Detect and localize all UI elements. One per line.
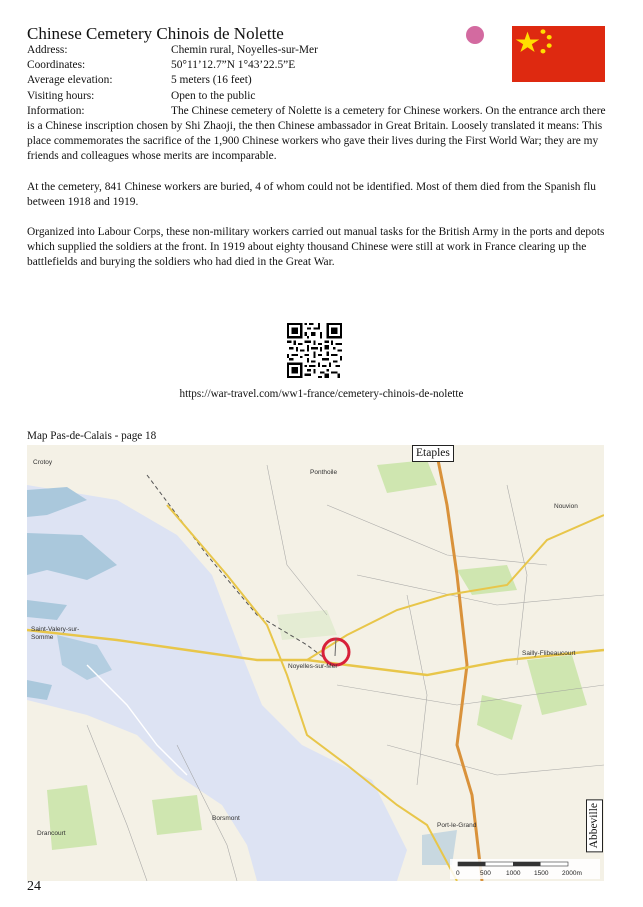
map-town-label: Drancourt xyxy=(37,830,66,837)
map-caption: Map Pas-de-Calais - page 18 xyxy=(27,430,157,442)
category-dot xyxy=(466,26,484,44)
info-block xyxy=(27,43,610,271)
map-town-label: Borsmont xyxy=(212,815,240,822)
scale-tick-label: 2000m xyxy=(562,870,582,877)
field-value: 5 meters (16 feet) xyxy=(171,74,252,87)
source-url-link[interactable]: https://war-travel.com/ww1-france/cemetery-chinois-de-nolette xyxy=(179,388,464,400)
map-town-label: Ponthoile xyxy=(310,469,338,476)
field-address xyxy=(27,43,610,58)
field-value: Chemin rural, Noyelles-sur-Mer xyxy=(171,44,318,56)
map-direction-label-etaples: Etaples xyxy=(412,445,454,462)
qr-code-icon[interactable] xyxy=(287,323,342,378)
field-label: Visiting hours: xyxy=(27,89,95,102)
map-town-label: Nouvion xyxy=(554,503,578,510)
information-paragraph: Organized into Labour Corps, these non-military workers carried out manual tasks for the British Army in the ports and depots which supplied the soldiers at the front. In 1919 about eighty thousand Chinese were still at work in France clearing up the battlefields and burying the soldiers who had died in the Great War. xyxy=(27,226,605,269)
field-coordinates xyxy=(27,58,610,73)
page-title: Chinese Cemetery Chinois de Nolette xyxy=(27,24,284,43)
map-town-label: Crotoy xyxy=(33,459,53,466)
location-map[interactable] xyxy=(27,445,604,881)
field-label: Coordinates: xyxy=(27,59,86,72)
map-scale-bar xyxy=(450,859,600,879)
page-number: 24 xyxy=(27,879,41,894)
information-paragraph xyxy=(27,104,610,165)
field-value: Open to the public xyxy=(171,89,256,102)
scale-tick-label: 500 xyxy=(480,870,491,877)
scale-tick-label: 1000 xyxy=(506,870,521,877)
map-town-label: Saint-Valery-sur-Somme xyxy=(31,626,80,641)
field-elevation xyxy=(27,73,610,88)
map-town-label: Sailly-Flibeaucourt xyxy=(522,650,576,657)
field-value: 50°11’12.7”N 1°43’22.5”E xyxy=(171,59,296,72)
map-town-label: Port-le-Grand xyxy=(437,822,477,829)
information-label: Information: xyxy=(27,104,85,117)
information-paragraph: At the cemetery, 841 Chinese workers are buried, 4 of whom could not be identified. Most of them died from the Spanish flu between 1918 and 1919. xyxy=(27,180,596,208)
map-direction-label-abbeville: Abbeville xyxy=(586,799,603,852)
field-label: Address: xyxy=(27,44,68,56)
information-text: The Chinese cemetery of Nolette is a cemetery for Chinese workers. On the entrance arch there is a Chinese inscription chosen by Shi Zhaoji, the then Chinese ambassador in Great Britain. Loosely translated it means: This place commemorates the sacrifice of the 1,900 Chinese workers who gave their lives during the First World War; they are my friends and colleagues whose merits are incomparable. xyxy=(27,104,606,163)
field-label: Average elevation: xyxy=(27,74,113,87)
scale-tick-label: 0 xyxy=(456,870,460,877)
scale-tick-label: 1500 xyxy=(534,870,549,877)
map-town-label: Noyelles-sur-Mer xyxy=(288,663,338,670)
field-visiting-hours xyxy=(27,89,610,104)
